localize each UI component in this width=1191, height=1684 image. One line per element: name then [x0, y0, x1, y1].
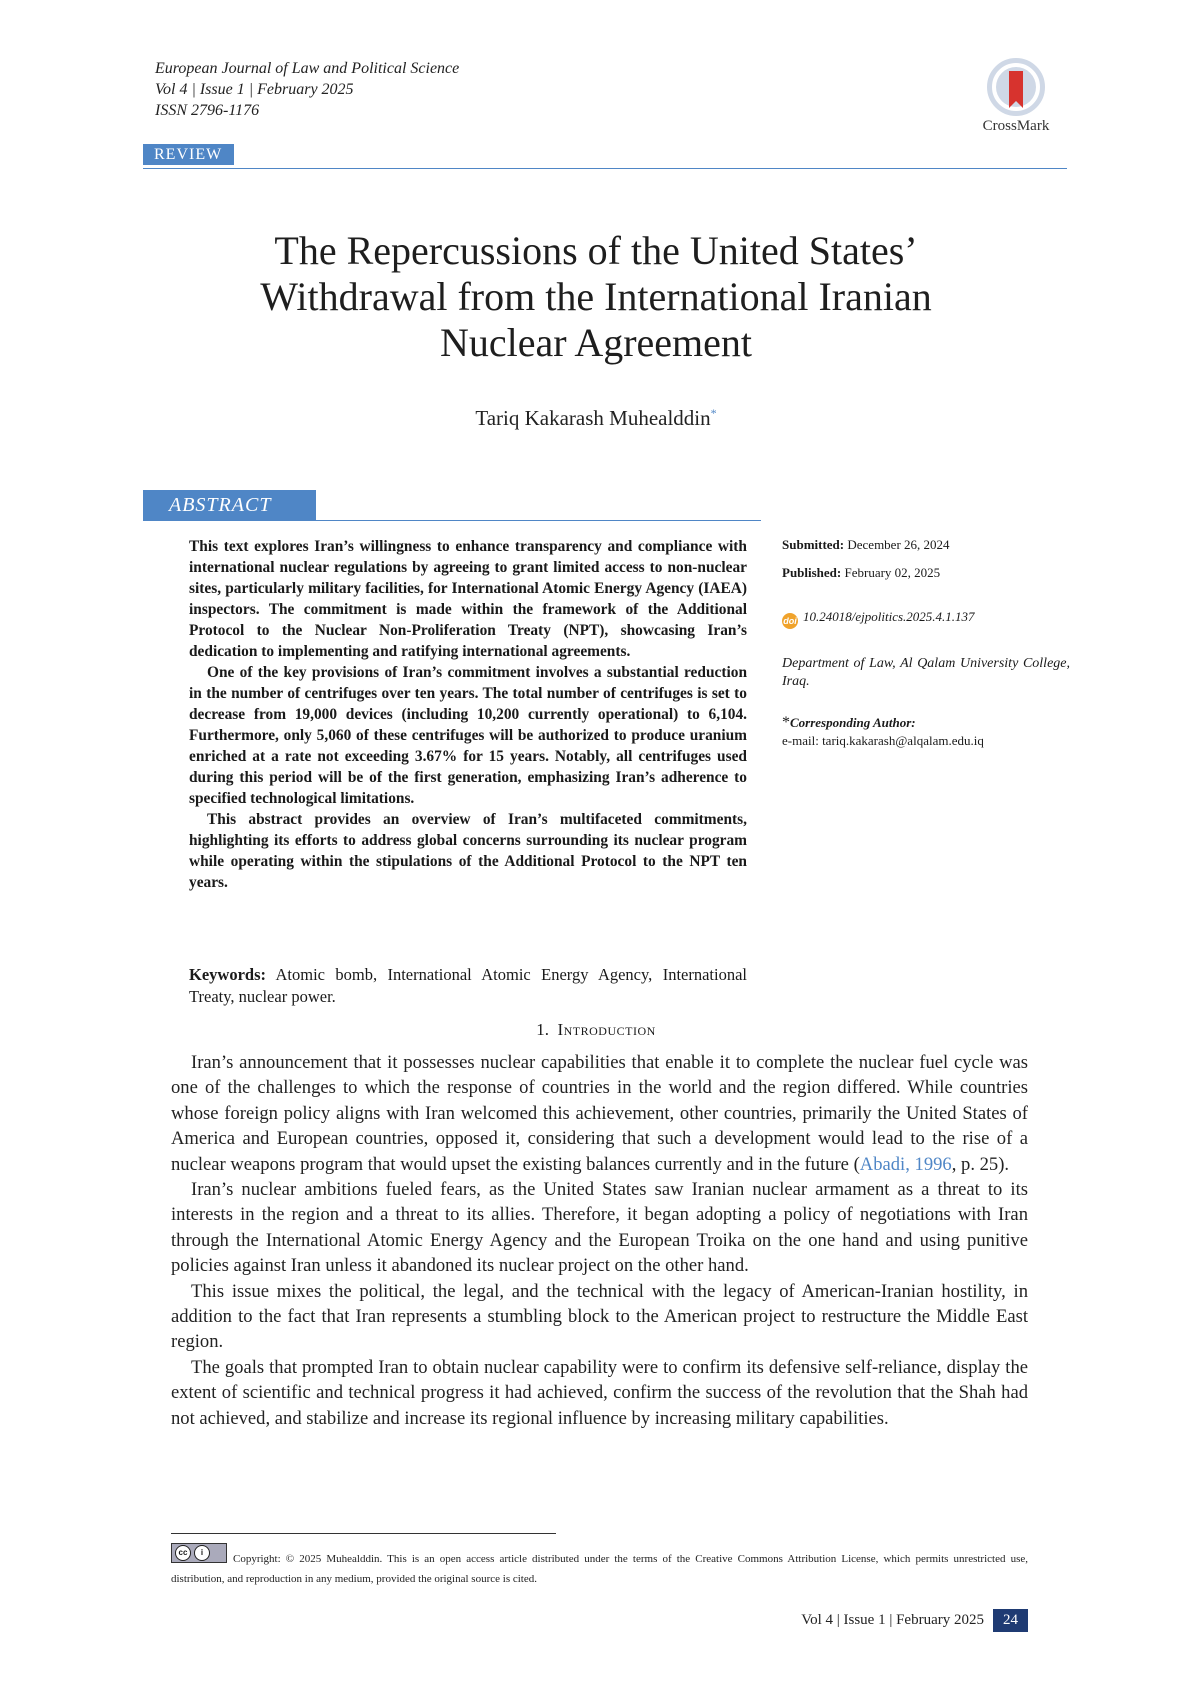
- keywords-list: Atomic bomb, International Atomic Energy Agency, International Treaty, nuclear power.: [189, 965, 747, 1006]
- abstract-text: [189, 536, 747, 893]
- crossmark-icon: [987, 58, 1045, 116]
- citation-link[interactable]: Abadi, 1996: [859, 1153, 952, 1175]
- section-number: 1.: [536, 1020, 549, 1039]
- corresponding-marker: *: [710, 406, 717, 420]
- author-email[interactable]: e-mail: tariq.kakarash@alqalam.edu.iq: [782, 733, 984, 748]
- journal-info: [155, 58, 459, 121]
- body-paragraph: This issue mixes the political, the legal, and the technical with the legacy of American-Iranian hostility, in addition to the fact that Iran represents a stumbling block to the American project to restructure the Middle East region.: [171, 1280, 1028, 1353]
- header-divider: [143, 168, 1067, 169]
- abstract-paragraph: One of the key provisions of Iran’s commitment involves a substantial reduction in the number of centrifuges over ten years. The total number of centrifuges is set to decrease from 19,000 devices (including 10,200 currently operational) to 6,104. Furthermore, only 5,060 of these centrifuges will be authorized to produce uranium enriched at a rate not exceeding 3.67% for 15 years. Notably, all centrifuges used during this period will be of the first generation, emphasizing Iran’s adherence to specified technological limitations.: [189, 664, 747, 807]
- section-heading: [196, 1020, 996, 1040]
- journal-name: European Journal of Law and Political Science: [155, 60, 460, 77]
- affiliation: Department of Law, Al Qalam University College, Iraq.: [782, 656, 1070, 689]
- crossmark-logo[interactable]: [972, 58, 1060, 135]
- body-paragraph: Iran’s nuclear ambitions fueled fears, as the United States saw Iranian nuclear armament as a threat to its interests in the region and a threat to its allies. Therefore, it began adopting a policy of negotiations with Iran through the International Atomic Energy Agency and the European Troika on the one hand and using punitive policies against Iran unless it abandoned its nuclear project on the other hand.: [171, 1179, 1028, 1277]
- submitted-label: Submitted:: [782, 537, 845, 552]
- abstract-paragraph: This abstract provides an overview of Iran’s multifaceted commitments, highlighting its efforts to address global concerns surrounding its nuclear program while operating within the stipulations of the Additional Protocol to the NPT ten years.: [189, 811, 747, 891]
- cc-icon: cc: [175, 1545, 191, 1561]
- published-label: Published:: [782, 565, 842, 580]
- author-line: [196, 406, 996, 431]
- abstract-label-box: [143, 490, 316, 520]
- article-title: [196, 228, 996, 366]
- page-number: 24: [993, 1609, 1028, 1632]
- corresponding-author: [782, 714, 1070, 732]
- abstract-divider: [143, 520, 761, 521]
- keywords-label: Keywords:: [189, 965, 266, 984]
- crossmark-label: CrossMark: [982, 118, 1050, 134]
- doi-icon: doi: [782, 613, 798, 629]
- volume-issue: Vol 4 | Issue 1 | February 2025: [155, 81, 354, 98]
- published-info: [782, 564, 1070, 582]
- body-paragraph: The goals that prompted Iran to obtain nuclear capability were to confirm its defensive self-reliance, display the extent of scientific and technical progress it had achieved, confirm the success of the revolution that the Shah had not achieved, and stabilize and increase its regional influence by increasing military capabilities.: [171, 1356, 1028, 1429]
- submitted-info: [782, 536, 1070, 554]
- corresponding-asterisk: *: [782, 714, 790, 731]
- footnote-divider: [171, 1533, 556, 1534]
- abstract-paragraph: This text explores Iran’s willingness to enhance transparency and compliance with international nuclear regulations by agreeing to grant limited access to non-nuclear sites, particularly military facilities, for International Atomic Energy Agency (IAEA) inspectors. The commitment is made within the framework of the Additional Protocol to the Nuclear Non-Proliferation Treaty (NPT), showcasing Iran’s dedication to implementing and ratifying international agreements.: [189, 538, 747, 660]
- title-line: Withdrawal from the International Iranian: [260, 274, 932, 319]
- footer-issue-info: Vol 4 | Issue 1 | February 2025: [801, 1612, 984, 1628]
- issn: ISSN 2796-1176: [155, 102, 260, 119]
- corresponding-label: Corresponding Author:: [790, 715, 916, 730]
- doi-line[interactable]: [782, 608, 1070, 629]
- attribution-icon: i: [194, 1545, 210, 1561]
- article-type-badge: REVIEW: [143, 144, 234, 165]
- title-line: The Repercussions of the United States’: [274, 228, 918, 273]
- published-date: February 02, 2025: [844, 565, 941, 580]
- author-name: Tariq Kakarash Muhealddin: [475, 406, 711, 430]
- body-paragraph: Iran’s announcement that it possesses nuclear capabilities that enable it to complete the nuclear fuel cycle was one of the challenges to which the response of countries in the world and the region differed. While countries whose foreign policy aligns with Iran welcomed this achievement, other countries, primarily the United States of America and European countries, opposed it, considering that such a development would lead to the rise of a nuclear weapons program that would upset the existing balances currently and in the future (Abadi, 1996, p. 25).: [171, 1052, 1028, 1175]
- section-title: Introduction: [557, 1020, 656, 1039]
- introduction-body: [171, 1050, 1028, 1431]
- keywords: [189, 964, 747, 1008]
- abstract-label: ABSTRACT: [169, 494, 272, 516]
- copyright-notice: Copyright: © 2025 Muhealddin. This is an open access article distributed under the terms of the Creative Commons Attribution License, which permits unrestricted use, distribution, and reproduction in any medium, provided the original source is cited.: [171, 1553, 1028, 1585]
- doi-link[interactable]: 10.24018/ejpolitics.2025.4.1.137: [803, 609, 975, 624]
- title-line: Nuclear Agreement: [439, 320, 753, 365]
- submitted-date: December 26, 2024: [847, 537, 950, 552]
